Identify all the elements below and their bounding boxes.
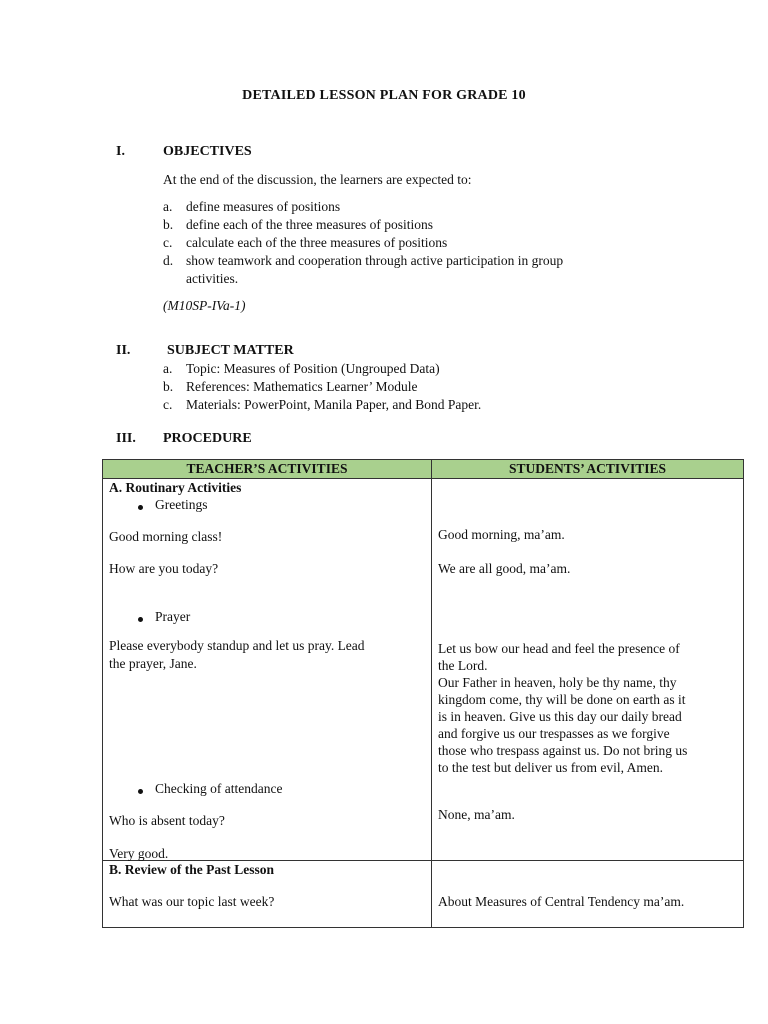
teacher-prayer-line: the prayer, Jane. <box>109 656 197 671</box>
objective-letter: a. <box>163 199 173 214</box>
subject-item: References: Mathematics Learner’ Module <box>186 379 418 394</box>
objective-letter: b. <box>163 217 174 232</box>
section-b-heading: B. Review of the Past Lesson <box>109 862 274 877</box>
student-greeting: Good morning, ma’am. <box>438 527 565 542</box>
student-column-header: STUDENTS’ ACTIVITIES <box>432 460 744 479</box>
bullet-icon <box>138 617 143 622</box>
teacher-very-good: Very good. <box>109 846 169 861</box>
student-absent-answer: None, ma’am. <box>438 807 515 822</box>
objective-item: define measures of positions <box>186 199 341 214</box>
prayer-label: Prayer <box>155 609 191 624</box>
document-title: DETAILED LESSON PLAN FOR GRADE 10 <box>242 88 526 103</box>
section-a-heading: A. Routinary Activities <box>109 480 242 495</box>
teacher-column-header: TEACHER’S ACTIVITIES <box>103 460 432 479</box>
objectives-intro: At the end of the discussion, the learners are expected to: <box>163 172 472 187</box>
subject-matter-heading: SUBJECT MATTER <box>167 343 294 358</box>
student-prayer-line: to the test but deliver us from evil, Amen. <box>438 760 663 775</box>
objective-letter: d. <box>163 253 174 268</box>
teacher-cell-review <box>103 861 432 928</box>
objectives-heading: OBJECTIVES <box>163 144 252 159</box>
objectives-numeral: I. <box>116 144 125 159</box>
student-review-answer: About Measures of Central Tendency ma’am. <box>438 894 685 909</box>
student-cell-routinary <box>432 479 744 861</box>
table-row <box>103 479 744 861</box>
subject-letter: a. <box>163 361 173 376</box>
curriculum-code: (M10SP-IVa-1) <box>163 298 246 313</box>
teacher-cell-routinary <box>103 479 432 861</box>
student-prayer-line: and forgive us our trespasses as we forgive <box>438 726 670 741</box>
student-prayer-line: the Lord. <box>438 658 488 673</box>
objective-item: calculate each of the three measures of positions <box>186 235 448 250</box>
bullet-icon <box>138 789 143 794</box>
objective-letter: c. <box>163 235 173 250</box>
subject-item: Topic: Measures of Position (Ungrouped Data) <box>186 361 440 376</box>
greetings-label: Greetings <box>155 497 208 512</box>
student-how-answer: We are all good, ma’am. <box>438 561 571 576</box>
teacher-absent-question: Who is absent today? <box>109 813 225 828</box>
objective-item: show teamwork and cooperation through active participation in group <box>186 253 564 268</box>
student-prayer-line: Let us bow our head and feel the presence of <box>438 641 680 656</box>
teacher-prayer-line: Please everybody standup and let us pray. Lead <box>109 638 365 653</box>
student-cell-review <box>432 861 744 928</box>
bullet-icon <box>138 505 143 510</box>
subject-matter-numeral: II. <box>116 343 131 358</box>
table-header-row <box>103 460 744 479</box>
teacher-review-question: What was our topic last week? <box>109 894 275 909</box>
subject-letter: b. <box>163 379 174 394</box>
teacher-how-question: How are you today? <box>109 561 219 576</box>
table-row <box>103 861 744 928</box>
student-prayer-line: Our Father in heaven, holy be thy name, thy <box>438 675 677 690</box>
objective-item: define each of the three measures of positions <box>186 217 434 232</box>
student-prayer-line: kingdom come, thy will be done on earth as it <box>438 692 686 707</box>
attendance-label: Checking of attendance <box>155 781 283 796</box>
subject-item: Materials: PowerPoint, Manila Paper, and Bond Paper. <box>186 397 482 412</box>
student-prayer-line: is in heaven. Give us this day our daily bread <box>438 709 682 724</box>
procedure-numeral: III. <box>116 431 136 446</box>
objective-item-continuation: activities. <box>186 271 239 286</box>
subject-letter: c. <box>163 397 173 412</box>
student-prayer-line: those who trespass against us. Do not bring us <box>438 743 688 758</box>
procedure-heading: PROCEDURE <box>163 431 252 446</box>
teacher-greeting: Good morning class! <box>109 529 223 544</box>
procedure-table <box>102 459 744 928</box>
